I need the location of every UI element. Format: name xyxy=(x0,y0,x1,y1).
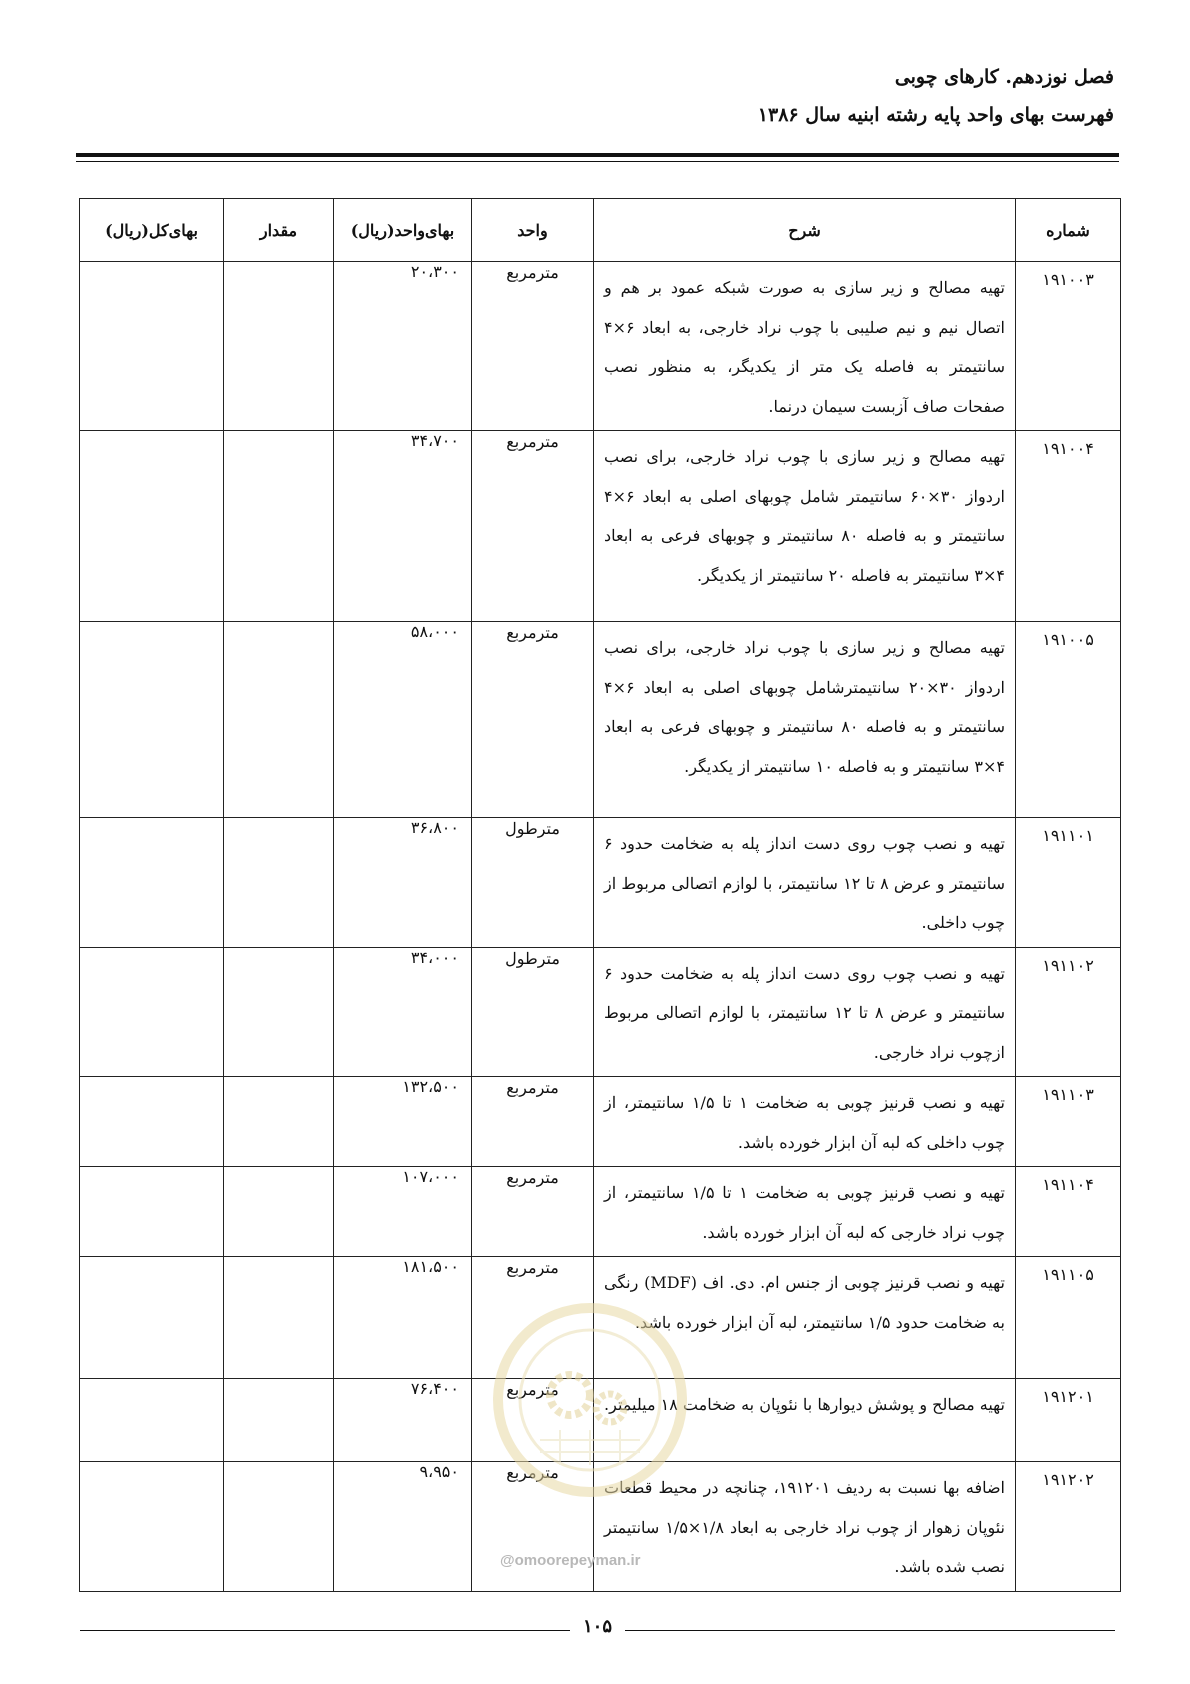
item-quantity xyxy=(224,1167,334,1257)
item-quantity xyxy=(224,947,334,1077)
item-total-price xyxy=(80,1462,224,1592)
table-row xyxy=(80,818,1121,948)
watermark-site: @omoorepeyman.ir xyxy=(500,1552,641,1569)
item-unit-price: ۱۸۱،۵۰۰ xyxy=(334,1257,472,1379)
item-description: تهیه و نصب قرنیز چوبی به ضخامت ۱ تا ۱/۵ سانتیمتر، از چوب داخلی که لبه آن ابزار خورده باشد. xyxy=(594,1077,1016,1167)
item-number: ۱۹۱۰۰۵ xyxy=(1016,622,1121,818)
table-row xyxy=(80,1167,1121,1257)
item-quantity xyxy=(224,1077,334,1167)
item-unit: مترطول xyxy=(472,818,594,948)
footer-rule-right xyxy=(625,1630,1115,1631)
item-description: تهیه و نصب قرنیز چوبی به ضخامت ۱ تا ۱/۵ سانتیمتر، از چوب نراد خارجی که لبه آن ابزار خورده باشد. xyxy=(594,1167,1016,1257)
item-number: ۱۹۱۰۰۴ xyxy=(1016,431,1121,622)
item-total-price xyxy=(80,1167,224,1257)
table-row xyxy=(80,1462,1121,1592)
header-number: شماره xyxy=(1016,199,1121,262)
item-unit-price: ۱۳۲،۵۰۰ xyxy=(334,1077,472,1167)
item-unit: مترمربع xyxy=(472,1077,594,1167)
item-total-price xyxy=(80,622,224,818)
table-row xyxy=(80,1077,1121,1167)
item-number: ۱۹۱۲۰۲ xyxy=(1016,1462,1121,1592)
item-number: ۱۹۱۱۰۲ xyxy=(1016,947,1121,1077)
header-rule-thick xyxy=(76,153,1119,157)
item-number: ۱۹۱۱۰۱ xyxy=(1016,818,1121,948)
header-rule-thin xyxy=(76,161,1119,162)
item-unit: مترمربع xyxy=(472,431,594,622)
item-description: تهیه و نصب چوب روی دست انداز پله به ضخامت حدود ۶ سانتیمتر و عرض ۸ تا ۱۲ سانتیمتر، با لوازم اتصالی مربوط ازچوب نراد خارجی. xyxy=(594,947,1016,1077)
table-row xyxy=(80,947,1121,1077)
chapter-title: فصل نوزدهم. کارهای چوبی xyxy=(894,66,1114,88)
item-unit-price: ۹،۹۵۰ xyxy=(334,1462,472,1592)
item-total-price xyxy=(80,262,224,431)
price-table xyxy=(79,198,1121,1592)
item-quantity xyxy=(224,431,334,622)
header-quantity: مقدار xyxy=(224,199,334,262)
item-number: ۱۹۱۲۰۱ xyxy=(1016,1379,1121,1462)
item-number: ۱۹۱۱۰۳ xyxy=(1016,1077,1121,1167)
item-quantity xyxy=(224,622,334,818)
item-total-price xyxy=(80,1379,224,1462)
item-unit: مترطول xyxy=(472,947,594,1077)
item-quantity xyxy=(224,262,334,431)
page-number: ۱۰۵ xyxy=(582,1616,612,1637)
item-unit: مترمربع xyxy=(472,262,594,431)
item-unit: مترمربع xyxy=(472,1379,594,1462)
item-unit-price: ۲۰،۳۰۰ xyxy=(334,262,472,431)
item-number: ۱۹۱۱۰۵ xyxy=(1016,1257,1121,1379)
item-number: ۱۹۱۰۰۳ xyxy=(1016,262,1121,431)
item-unit-price: ۵۸،۰۰۰ xyxy=(334,622,472,818)
item-unit-price: ۳۴،۰۰۰ xyxy=(334,947,472,1077)
table-header-row xyxy=(80,199,1121,262)
table-row xyxy=(80,262,1121,431)
item-total-price xyxy=(80,431,224,622)
price-list-subtitle: فهرست بهای واحد پایه رشته ابنیه سال ۱۳۸۶ xyxy=(757,104,1114,126)
item-total-price xyxy=(80,818,224,948)
item-quantity xyxy=(224,1379,334,1462)
header-description: شرح xyxy=(594,199,1016,262)
item-unit: مترمربع xyxy=(472,622,594,818)
item-number: ۱۹۱۱۰۴ xyxy=(1016,1167,1121,1257)
item-unit-price: ۷۶،۴۰۰ xyxy=(334,1379,472,1462)
item-description: تهیه مصالح و زیر سازی به صورت شبکه عمود بر هم و اتصال نیم و نیم صلیبی با چوب نراد خارجی، به ابعاد ۶×۴ سانتیمتر به فاصله یک متر از یکدیگر، به منظور نصب صفحات صاف آزبست سیمان درنما. xyxy=(594,262,1016,431)
item-description: تهیه و نصب قرنیز چوبی از جنس ام. دی. اف (MDF) رنگی به ضخامت حدود ۱/۵ سانتیمتر، لبه آن ابزار خورده باشد. xyxy=(594,1257,1016,1379)
item-unit: مترمربع xyxy=(472,1257,594,1379)
table-row xyxy=(80,431,1121,622)
item-quantity xyxy=(224,1257,334,1379)
item-total-price xyxy=(80,947,224,1077)
item-unit-price: ۳۶،۸۰۰ xyxy=(334,818,472,948)
item-description: تهیه مصالح و پوشش دیوارها با نئوپان به ضخامت ۱۸ میلیمتر. xyxy=(594,1379,1016,1462)
item-unit: مترمربع xyxy=(472,1462,594,1592)
header-total-price: بهای‌کل(ریال) xyxy=(80,199,224,262)
item-description: تهیه مصالح و زیر سازی با چوب نراد خارجی، برای نصب اردواز ۳۰×۲۰ سانتیمترشامل چوبهای اصلی به ابعاد ۶×۴ سانتیمتر و به فاصله ۸۰ سانتیمتر و چوبهای فرعی به ابعاد ۴×۳ سانتیمتر و به فاصله ۱۰ سانتیمتر از یکدیگر. xyxy=(594,622,1016,818)
footer-rule-left xyxy=(80,1630,570,1631)
item-description: تهیه و نصب چوب روی دست انداز پله به ضخامت حدود ۶ سانتیمتر و عرض ۸ تا ۱۲ سانتیمتر، با لوازم اتصالی مربوط از چوب داخلی. xyxy=(594,818,1016,948)
table-row xyxy=(80,1257,1121,1379)
item-unit-price: ۱۰۷،۰۰۰ xyxy=(334,1167,472,1257)
item-quantity xyxy=(224,818,334,948)
item-quantity xyxy=(224,1462,334,1592)
item-description: اضافه بها نسبت به ردیف ۱۹۱۲۰۱، چنانچه در محیط قطعات نئوپان زهوار از چوب نراد خارجی به ابعاد ۱/۸×۱/۵ سانتیمتر نصب شده باشد. xyxy=(594,1462,1016,1592)
item-description: تهیه مصالح و زیر سازی با چوب نراد خارجی، برای نصب اردواز ۳۰×۶۰ سانتیمتر شامل چوبهای اصلی به ابعاد ۶×۴ سانتیمتر و به فاصله ۸۰ سانتیمتر و چوبهای فرعی به ابعاد ۴×۳ سانتیمتر به فاصله ۲۰ سانتیمتر از یکدیگر. xyxy=(594,431,1016,622)
page-header xyxy=(758,62,1114,130)
item-total-price xyxy=(80,1077,224,1167)
header-unit-price: بهای‌واحد(ریال) xyxy=(334,199,472,262)
item-unit: مترمربع xyxy=(472,1167,594,1257)
item-total-price xyxy=(80,1257,224,1379)
header-unit: واحد xyxy=(472,199,594,262)
table-row xyxy=(80,1379,1121,1462)
item-unit-price: ۳۴،۷۰۰ xyxy=(334,431,472,622)
table-row xyxy=(80,622,1121,818)
